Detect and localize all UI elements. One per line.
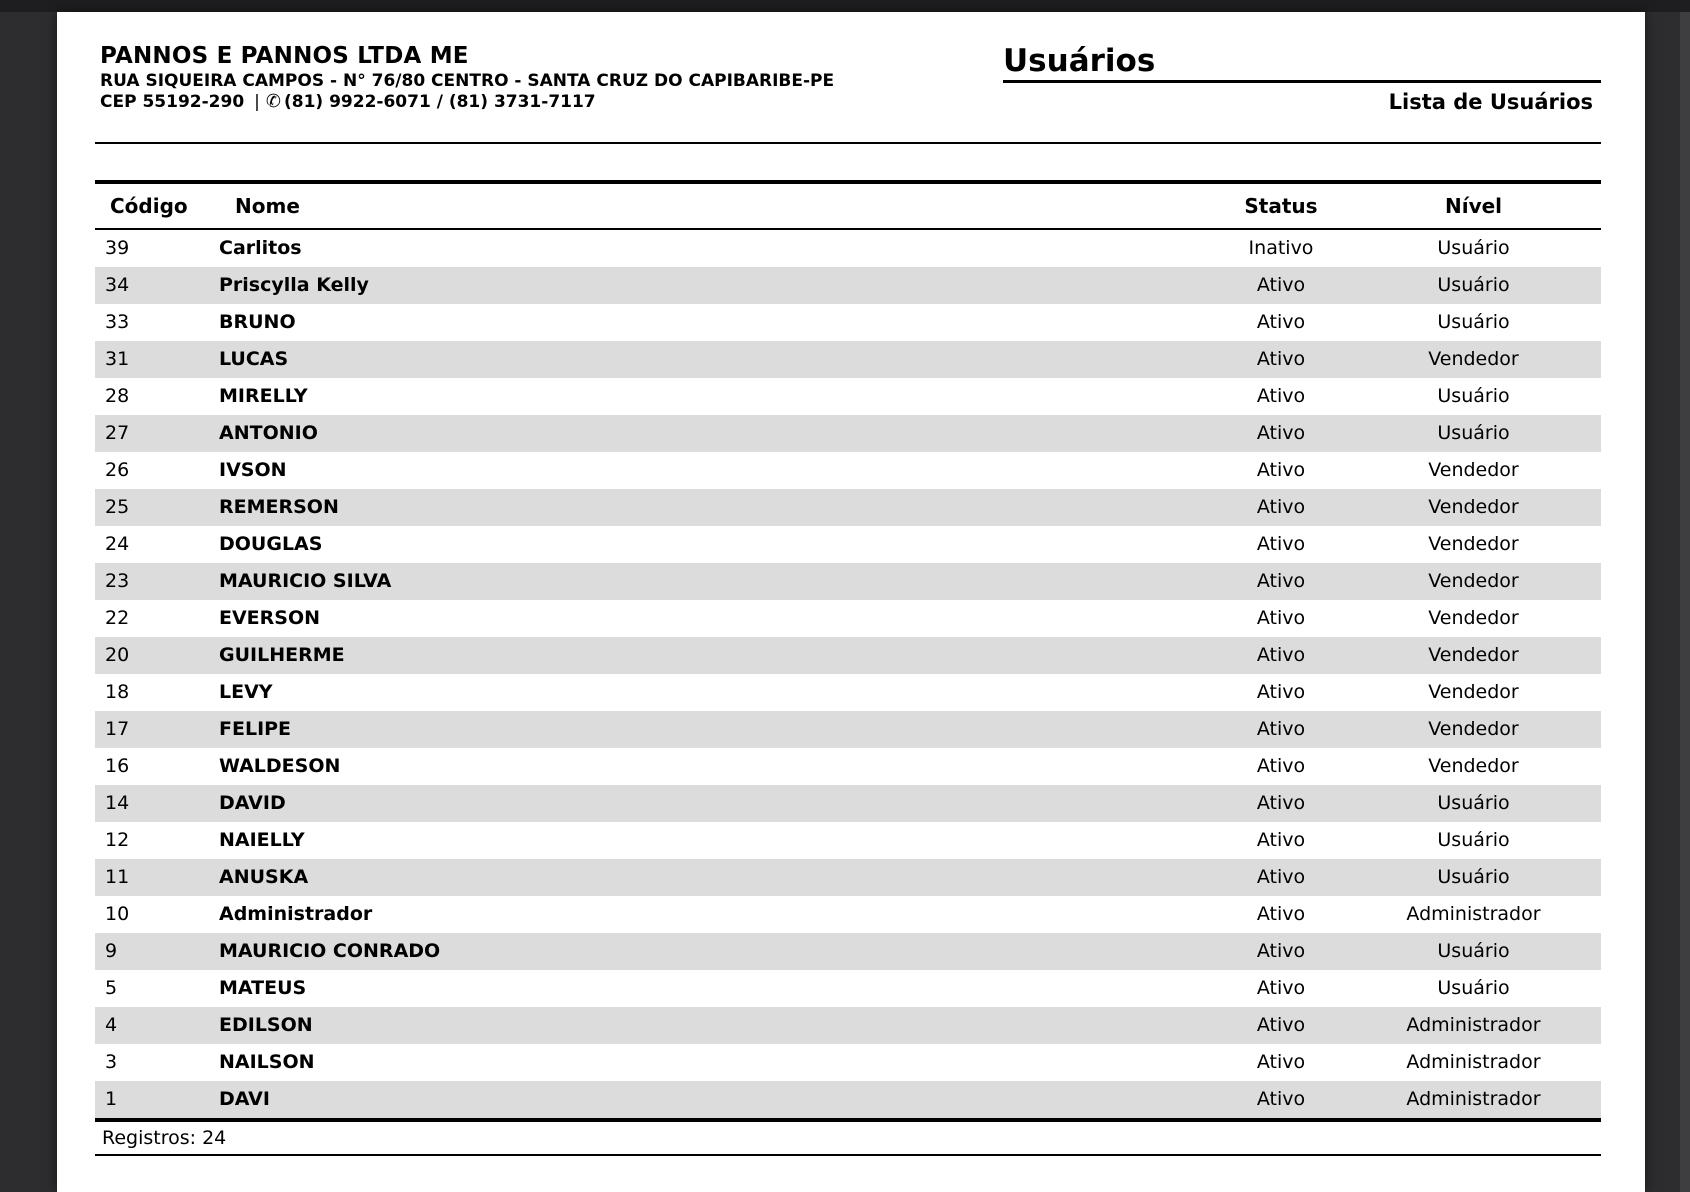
row-nome: BRUNO: [219, 311, 296, 333]
table-row: [95, 415, 1601, 452]
table-row: [95, 489, 1601, 526]
table-row: [95, 1044, 1601, 1081]
company-address: RUA SIQUEIRA CAMPOS - N° 76/80 CENTRO - SANTA CRUZ DO CAPIBARIBE-PE: [100, 71, 835, 91]
table-row: [95, 674, 1601, 711]
table-row: [95, 378, 1601, 415]
row-codigo: 27: [105, 422, 130, 444]
row-codigo: 12: [105, 829, 130, 851]
row-codigo: 39: [105, 237, 130, 259]
row-nome: FELIPE: [219, 718, 292, 740]
table-row: [95, 859, 1601, 896]
scrollbar-track[interactable]: [1680, 12, 1690, 1192]
column-header-nome: Nome: [235, 194, 300, 218]
row-nome: MAURICIO CONRADO: [219, 940, 441, 962]
report-subtitle: Lista de Usuários: [1388, 90, 1593, 114]
phone-icon: ✆: [265, 91, 281, 112]
row-nivel: Vendedor: [1428, 459, 1519, 481]
row-nivel: Usuário: [1437, 829, 1510, 851]
row-codigo: 16: [105, 755, 130, 777]
row-codigo: 33: [105, 311, 130, 333]
report-title-block: [1003, 42, 1601, 113]
row-codigo: 25: [105, 496, 130, 518]
table-row: [95, 785, 1601, 822]
row-status: Ativo: [1256, 644, 1306, 666]
table-row: [95, 896, 1601, 933]
row-nome: MAURICIO SILVA: [219, 570, 392, 592]
table-header-row: [95, 180, 1601, 230]
row-codigo: 31: [105, 348, 130, 370]
row-codigo: 11: [105, 866, 130, 888]
table-row: [95, 1081, 1601, 1118]
row-status: Ativo: [1256, 385, 1306, 407]
row-nome: Carlitos: [219, 237, 302, 259]
row-status: Ativo: [1256, 977, 1306, 999]
row-nivel: Usuário: [1437, 274, 1510, 296]
row-status: Ativo: [1256, 866, 1306, 888]
row-nivel: Usuário: [1437, 311, 1510, 333]
row-status: Ativo: [1256, 755, 1306, 777]
table-row: [95, 711, 1601, 748]
record-count: Registros: 24: [102, 1127, 227, 1149]
row-codigo: 10: [105, 903, 130, 925]
column-header-status: Status: [1244, 194, 1318, 218]
report-page: [57, 12, 1645, 1192]
row-nome: DAVID: [219, 792, 286, 814]
row-status: Ativo: [1256, 311, 1306, 333]
row-nome: DAVI: [219, 1088, 270, 1110]
row-status: Inativo: [1248, 237, 1314, 259]
table-row: [95, 341, 1601, 378]
table-row: [95, 304, 1601, 341]
header-divider: [95, 142, 1601, 144]
row-status: Ativo: [1256, 1051, 1306, 1073]
row-codigo: 4: [105, 1014, 118, 1036]
table-row: [95, 1007, 1601, 1044]
row-codigo: 23: [105, 570, 130, 592]
row-codigo: 18: [105, 681, 130, 703]
row-status: Ativo: [1256, 422, 1306, 444]
row-status: Ativo: [1256, 681, 1306, 703]
row-codigo: 9: [105, 940, 118, 962]
contact-separator: |: [254, 92, 260, 112]
company-name: PANNOS E PANNOS LTDA ME: [100, 43, 469, 69]
table-row: [95, 933, 1601, 970]
row-nome: NAILSON: [219, 1051, 315, 1073]
row-nivel: Administrador: [1406, 903, 1541, 925]
row-codigo: 3: [105, 1051, 118, 1073]
row-nome: Priscylla Kelly: [219, 274, 369, 296]
row-nome: LUCAS: [219, 348, 289, 370]
row-nome: GUILHERME: [219, 644, 345, 666]
row-nivel: Usuário: [1437, 422, 1510, 444]
company-contact: [100, 91, 834, 113]
row-nome: EVERSON: [219, 607, 321, 629]
report-header: [95, 42, 1601, 113]
row-codigo: 26: [105, 459, 130, 481]
row-status: Ativo: [1256, 829, 1306, 851]
row-nome: EDILSON: [219, 1014, 313, 1036]
row-nome: ANUSKA: [219, 866, 309, 888]
row-nivel: Administrador: [1406, 1088, 1541, 1110]
column-header-codigo: Código: [110, 194, 188, 218]
table-row: [95, 230, 1601, 267]
row-codigo: 17: [105, 718, 130, 740]
table-row: [95, 452, 1601, 489]
row-nome: ANTONIO: [219, 422, 318, 444]
table-row: [95, 822, 1601, 859]
row-codigo: 28: [105, 385, 130, 407]
row-nivel: Vendedor: [1428, 607, 1519, 629]
row-status: Ativo: [1256, 533, 1306, 555]
row-codigo: 22: [105, 607, 130, 629]
row-nivel: Vendedor: [1428, 718, 1519, 740]
row-codigo: 14: [105, 792, 130, 814]
row-nome: MIRELLY: [219, 385, 308, 407]
row-nivel: Usuário: [1437, 385, 1510, 407]
row-status: Ativo: [1256, 792, 1306, 814]
row-nivel: Administrador: [1406, 1014, 1541, 1036]
company-phones: (81) 9922-6071 / (81) 3731-7117: [283, 92, 596, 112]
table-row: [95, 563, 1601, 600]
table-row: [95, 526, 1601, 563]
table-row: [95, 600, 1601, 637]
row-status: Ativo: [1256, 718, 1306, 740]
company-cep: CEP 55192-290: [100, 92, 245, 112]
row-status: Ativo: [1256, 607, 1306, 629]
window-top-edge: [0, 0, 1690, 12]
row-nome: LEVY: [219, 681, 273, 703]
row-status: Ativo: [1256, 459, 1306, 481]
row-nome: REMERSON: [219, 496, 339, 518]
row-nivel: Usuário: [1437, 977, 1510, 999]
row-nome: Administrador: [219, 903, 373, 925]
row-nome: IVSON: [219, 459, 287, 481]
row-nivel: Vendedor: [1428, 755, 1519, 777]
row-nivel: Vendedor: [1428, 681, 1519, 703]
row-status: Ativo: [1256, 940, 1306, 962]
users-table: [95, 180, 1601, 1156]
row-codigo: 24: [105, 533, 130, 555]
row-nome: DOUGLAS: [219, 533, 323, 555]
row-nome: NAIELLY: [219, 829, 305, 851]
row-codigo: 20: [105, 644, 130, 666]
row-nome: MATEUS: [219, 977, 307, 999]
row-nivel: Usuário: [1437, 237, 1510, 259]
row-status: Ativo: [1256, 570, 1306, 592]
row-status: Ativo: [1256, 348, 1306, 370]
table-footer: [95, 1122, 1601, 1156]
table-body: [95, 230, 1601, 1122]
column-header-nivel: Nível: [1444, 194, 1503, 218]
table-row: [95, 267, 1601, 304]
row-status: Ativo: [1256, 496, 1306, 518]
row-nivel: Vendedor: [1428, 644, 1519, 666]
row-nivel: Vendedor: [1428, 533, 1519, 555]
row-nivel: Vendedor: [1428, 496, 1519, 518]
table-row: [95, 748, 1601, 785]
row-status: Ativo: [1256, 274, 1306, 296]
row-codigo: 5: [105, 977, 118, 999]
row-nivel: Usuário: [1437, 792, 1510, 814]
row-codigo: 34: [105, 274, 130, 296]
company-info: [95, 42, 834, 113]
table-row: [95, 970, 1601, 1007]
row-codigo: 1: [105, 1088, 118, 1110]
row-nivel: Vendedor: [1428, 348, 1519, 370]
row-nivel: Usuário: [1437, 940, 1510, 962]
row-nivel: Administrador: [1406, 1051, 1541, 1073]
row-status: Ativo: [1256, 1088, 1306, 1110]
row-nivel: Vendedor: [1428, 570, 1519, 592]
page-title: Usuários: [1003, 42, 1601, 83]
row-nivel: Usuário: [1437, 866, 1510, 888]
row-status: Ativo: [1256, 1014, 1306, 1036]
table-row: [95, 637, 1601, 674]
row-status: Ativo: [1256, 903, 1306, 925]
row-nome: WALDESON: [219, 755, 341, 777]
